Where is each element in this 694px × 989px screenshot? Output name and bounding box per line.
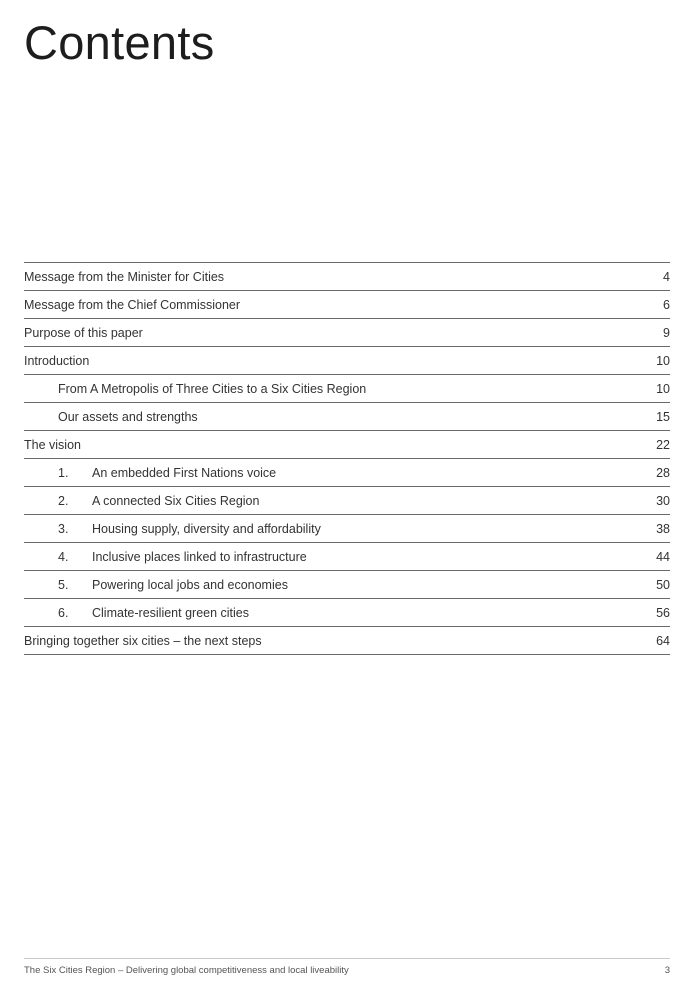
toc-entry-label: A connected Six Cities Region: [92, 493, 260, 508]
toc-entry-minister-message[interactable]: [24, 263, 670, 291]
toc-entry-number: 6.: [58, 605, 69, 620]
toc-entry-number: 3.: [58, 521, 69, 536]
toc-entry-label: From A Metropolis of Three Cities to a Six Cities Region: [58, 381, 367, 396]
toc-entry-label: Introduction: [24, 353, 90, 368]
toc-entry-page: 6: [663, 297, 670, 312]
toc-entry-next-steps[interactable]: [24, 627, 670, 655]
toc-entry-page: 28: [656, 465, 670, 480]
toc-entry-number: 1.: [58, 465, 69, 480]
toc-entry-connected-region[interactable]: [24, 487, 670, 515]
toc-entry-page: 38: [656, 521, 670, 536]
toc-entry-inclusive-places[interactable]: [24, 543, 670, 571]
page-title: Contents: [24, 16, 215, 69]
toc-entry-page: 50: [656, 577, 670, 592]
toc-entry-assets-strengths[interactable]: [24, 403, 670, 431]
toc-entry-label: Message from the Minister for Cities: [24, 269, 225, 284]
toc-entry-number: 2.: [58, 493, 69, 508]
toc-entry-chief-commissioner-message[interactable]: [24, 291, 670, 319]
toc-entry-housing[interactable]: [24, 515, 670, 543]
table-of-contents: [24, 262, 670, 655]
toc-entry-label: Housing supply, diversity and affordability: [92, 521, 321, 536]
toc-entry-label: Bringing together six cities – the next steps: [24, 633, 262, 648]
toc-entry-local-jobs[interactable]: [24, 571, 670, 599]
toc-entry-page: 64: [656, 633, 670, 648]
toc-entry-page: 4: [663, 269, 670, 284]
toc-entry-label: Message from the Chief Commissioner: [24, 297, 241, 312]
toc-entry-label: Our assets and strengths: [58, 409, 198, 424]
toc-entry-page: 56: [656, 605, 670, 620]
footer-text: The Six Cities Region – Delivering global competitiveness and local liveability: [24, 965, 349, 976]
toc-entry-page: 10: [656, 381, 670, 396]
toc-entry-label: The vision: [24, 437, 81, 452]
toc-entry-the-vision[interactable]: [24, 431, 670, 459]
toc-entry-label: Inclusive places linked to infrastructure: [92, 549, 307, 564]
toc-entry-introduction[interactable]: [24, 347, 670, 375]
toc-entry-label: Powering local jobs and economies: [92, 577, 288, 592]
toc-entry-label: Climate-resilient green cities: [92, 605, 250, 620]
toc-entry-page: 22: [656, 437, 670, 452]
page-footer: [24, 958, 670, 976]
toc-entry-label: Purpose of this paper: [24, 325, 143, 340]
toc-entry-label: An embedded First Nations voice: [92, 465, 277, 480]
toc-entry-number: 4.: [58, 549, 69, 564]
toc-entry-page: 30: [656, 493, 670, 508]
toc-entry-page: 10: [656, 353, 670, 368]
footer-page-number: 3: [664, 965, 670, 976]
toc-entry-page: 15: [656, 409, 670, 424]
toc-entry-page: 9: [663, 325, 670, 340]
toc-entry-first-nations-voice[interactable]: [24, 459, 670, 487]
toc-entry-purpose[interactable]: [24, 319, 670, 347]
toc-entry-three-cities-to-six-cities[interactable]: [24, 375, 670, 403]
toc-entry-page: 44: [656, 549, 670, 564]
toc-entry-green-cities[interactable]: [24, 599, 670, 627]
toc-entry-number: 5.: [58, 577, 69, 592]
